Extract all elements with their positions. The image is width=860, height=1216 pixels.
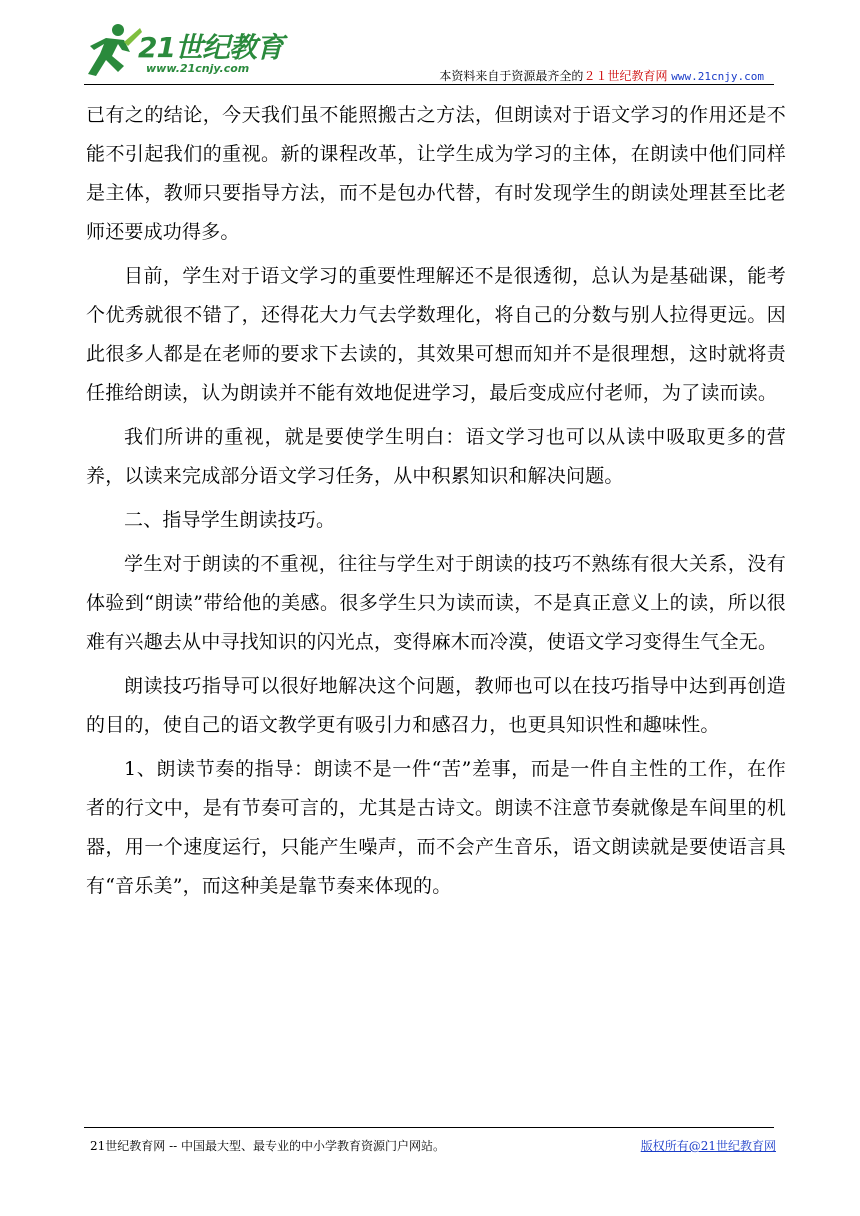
paragraph-6: 1、朗读节奏的指导：朗读不是一件“苦”差事，而是一件自主性的工作，在作者的行文中，是有节奏可言的，尤其是古诗文。朗读不注意节奏就像是车间里的机器，用一个速度运行，只能产生噪声，而不会产生音乐，语文朗读就是要使语言具有“音乐美”，而这种美是靠节奏来体现的。 [86,758,786,897]
paragraph-1: 已有之的结论，今天我们虽不能照搬古之方法，但朗读对于语文学习的作用还是不能不引起我们的重视。新的课程改革，让学生成为学习的主体，在朗读中他们同样是主体，教师只要指导方法，而不是包办代替，有时发现学生的朗读处理甚至比老师还要成功得多。 [86,104,786,243]
header-divider [84,84,774,85]
footer-copyright-link[interactable]: 版权所有@21世纪教育网 [640,1139,776,1153]
page-header [84,22,784,84]
header-note-source: 本资料来自于资源最齐全的 [439,69,584,83]
section-heading: 二、指导学生朗读技巧。 [124,509,336,531]
paragraph-4: 学生对于朗读的不重视，往往与学生对于朗读的技巧不熟练有很大关系，没有体验到“朗读”带给他的美感。很多学生只为读而读，不是真正意义上的读，所以很难有兴趣去从中寻找知识的闪光点，变得麻木而冷漠，使语文学习变得生气全无。 [86,553,786,653]
footer-divider [84,1127,774,1128]
logo-wordmark: 21世纪教育 [138,31,283,64]
runner-logo-icon [84,22,144,80]
paragraph-2: 目前，学生对于语文学习的重要性理解还不是很透彻，总认为是基础课，能考个优秀就很不错了，还得花大力气去学数理化，将自己的分数与别人拉得更远。因此很多人都是在老师的要求下去读的，其效果可想而知并不是很理想，这时就将责任推给朗读，认为朗读并不能有效地促进学习，最后变成应付老师，为了读而读。 [86,265,786,404]
paragraph-5: 朗读技巧指导可以很好地解决这个问题，教师也可以在技巧指导中达到再创造的目的，使自己的语文教学更有吸引力和感召力，也更具知识性和趣味性。 [86,675,786,736]
header-note-url-link[interactable]: www.21cnjy.com [671,70,764,83]
logo-url: www.21cnjy.com [146,62,250,75]
paragraph-3: 我们所讲的重视，就是要使学生明白：语文学习也可以从读中吸取更多的营养，以读来完成部分语文学习任务，从中积累知识和解决问题。 [86,426,786,487]
header-source-note [439,67,764,84]
document-body [86,96,786,911]
site-logo[interactable] [84,22,284,82]
footer-site-description: 21世纪教育网 -- 中国最大型、最专业的中小学教育资源门户网站。 [90,1139,446,1153]
header-note-brand-link[interactable]: ２１世纪教育网 [583,69,668,83]
